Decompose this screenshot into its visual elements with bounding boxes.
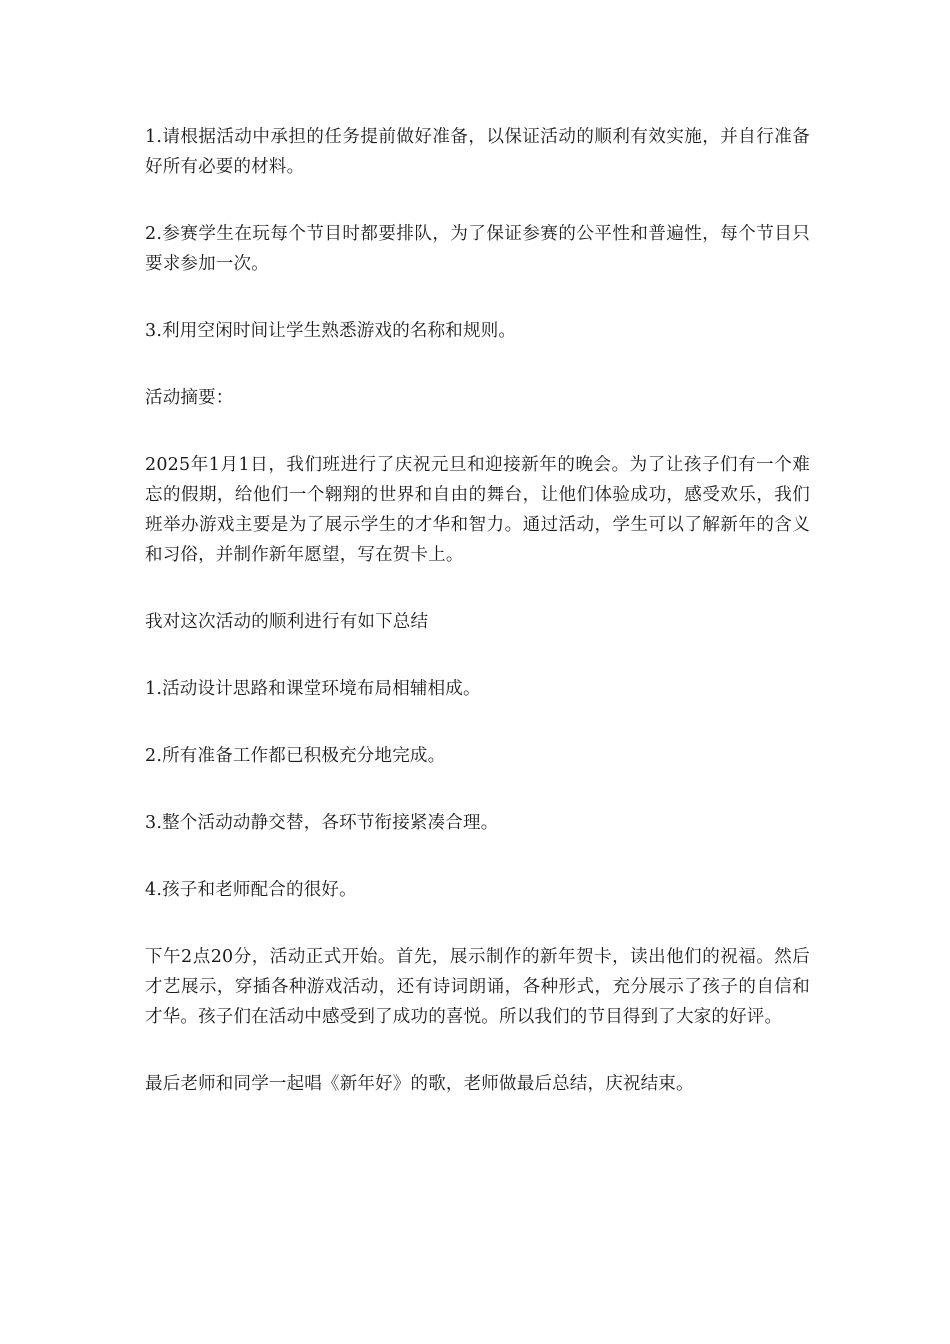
paragraph-event-flow: 下午2点20分，活动正式开始。首先，展示制作的新年贺卡，读出他们的祝福。然后才艺展示，穿插各种游戏活动，还有诗词朗诵，各种形式，充分展示了孩子的自信和才华。孩子们在活动中感受到了成功的喜悦。所以我们的节目得到了大家的好评。 xyxy=(145,947,810,1027)
paragraph-prep-materials: 1.请根据活动中承担的任务提前做好准备，以保证活动的顺利有效实施，并自行准备好所有必要的材料。 xyxy=(145,127,810,177)
paragraph-conclusion-1: 1.活动设计思路和课堂环境布局相辅相成。 xyxy=(145,679,481,699)
paragraph-summary-heading: 活动摘要： xyxy=(145,388,234,408)
paragraph-conclusion-4: 4.孩子和老师配合的很好。 xyxy=(145,880,357,900)
paragraph-conclusion-3: 3.整个活动动静交替，各环节衔接紧凑合理。 xyxy=(145,813,499,833)
paragraph-event-summary: 2025年1月1日，我们班进行了庆祝元旦和迎接新年的晚会。为了让孩子们有一个难忘的假期，给他们一个翱翔的世界和自由的舞台，让他们体验成功，感受欢乐，我们班举办游戏主要是为了展示学生的才华和智力。通过活动，学生可以了解新年的含义和习俗，并制作新年愿望，写在贺卡上。 xyxy=(145,455,810,565)
paragraph-closing: 最后老师和同学一起唱《新年好》的歌，老师做最后总结，庆祝结束。 xyxy=(145,1074,694,1094)
paragraph-learn-rules: 3.利用空闲时间让学生熟悉游戏的名称和规则。 xyxy=(145,321,517,341)
paragraph-conclusion-2: 2.所有准备工作都已积极充分地完成。 xyxy=(145,746,446,766)
paragraph-conclusion-intro: 我对这次活动的顺利进行有如下总结 xyxy=(145,612,429,632)
paragraph-queue-rule: 2.参赛学生在玩每个节目时都要排队，为了保证参赛的公平性和普遍性，每个节目只要求参加一次。 xyxy=(145,224,810,274)
document-body xyxy=(145,122,810,1136)
